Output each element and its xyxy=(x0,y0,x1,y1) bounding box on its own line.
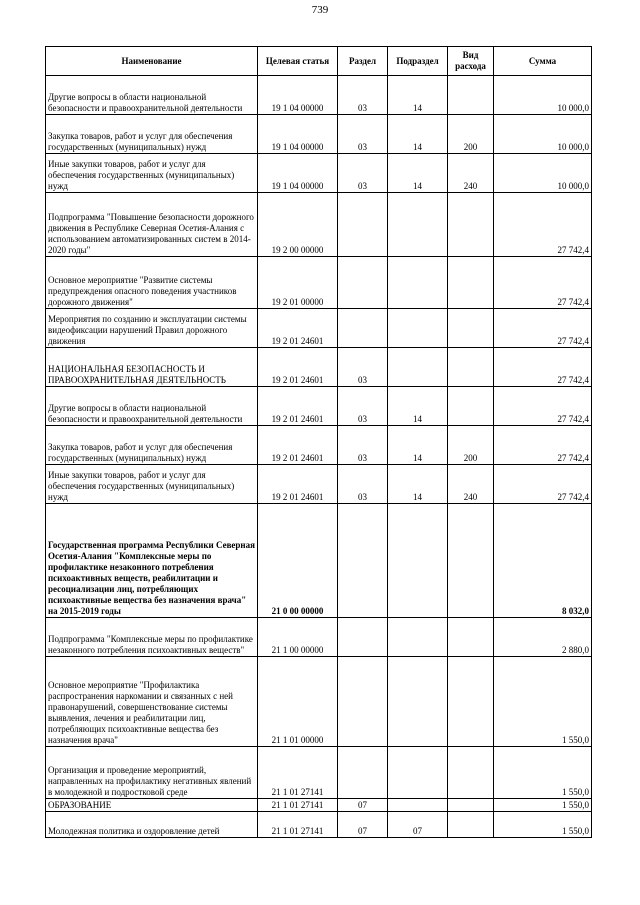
cell-name: ОБРАЗОВАНИЕ xyxy=(46,799,258,812)
cell-subsection xyxy=(388,657,448,747)
cell-subsection xyxy=(388,747,448,799)
cell-expense-type: 240 xyxy=(448,154,494,193)
cell-target-article: 19 2 01 00000 xyxy=(258,257,338,309)
cell-sum: 10 000,0 xyxy=(494,154,592,193)
table-row xyxy=(46,309,592,348)
cell-section: 03 xyxy=(338,387,388,426)
header-section: Раздел xyxy=(338,47,388,76)
cell-sum: 27 742,4 xyxy=(494,309,592,348)
table-row xyxy=(46,426,592,465)
cell-sum: 27 742,4 xyxy=(494,193,592,257)
cell-target-article: 21 1 01 00000 xyxy=(258,657,338,747)
cell-subsection: 14 xyxy=(388,115,448,154)
cell-expense-type xyxy=(448,257,494,309)
cell-sum: 1 550,0 xyxy=(494,657,592,747)
cell-subsection xyxy=(388,504,448,618)
cell-target-article: 19 1 04 00000 xyxy=(258,154,338,193)
cell-sum: 8 032,0 xyxy=(494,504,592,618)
header-target-article: Целевая статья xyxy=(258,47,338,76)
table-row xyxy=(46,618,592,657)
cell-target-article: 21 1 01 27141 xyxy=(258,812,338,838)
cell-expense-type xyxy=(448,193,494,257)
cell-sum: 1 550,0 xyxy=(494,812,592,838)
cell-section: 03 xyxy=(338,348,388,387)
cell-subsection: 14 xyxy=(388,465,448,504)
cell-expense-type xyxy=(448,799,494,812)
cell-subsection xyxy=(388,618,448,657)
cell-name: НАЦИОНАЛЬНАЯ БЕЗОПАСНОСТЬ И ПРАВООХРАНИТЕЛЬНАЯ ДЕЯТЕЛЬНОСТЬ xyxy=(46,348,258,387)
table-row xyxy=(46,115,592,154)
table-row xyxy=(46,465,592,504)
cell-target-article: 19 2 00 00000 xyxy=(258,193,338,257)
cell-section: 03 xyxy=(338,76,388,115)
cell-subsection xyxy=(388,193,448,257)
cell-target-article: 19 2 01 24601 xyxy=(258,426,338,465)
cell-expense-type xyxy=(448,76,494,115)
cell-sum: 27 742,4 xyxy=(494,257,592,309)
cell-name: Основное мероприятие "Профилактика распространения наркомании и связанных с ней правонарушений, совершенствование системы выявления, лечения и реабилитации лиц, потребляющих психоактивные вещества без назначения врача" xyxy=(46,657,258,747)
cell-target-article: 19 2 01 24601 xyxy=(258,465,338,504)
table-body xyxy=(46,76,592,838)
cell-target-article: 21 0 00 00000 xyxy=(258,504,338,618)
cell-section xyxy=(338,193,388,257)
cell-name: Организация и проведение мероприятий, направленных на профилактику негативных явлений в молодежной и подростковой среде xyxy=(46,747,258,799)
cell-section: 03 xyxy=(338,426,388,465)
table-row xyxy=(46,76,592,115)
table-row xyxy=(46,812,592,838)
table-header-row xyxy=(46,47,592,76)
cell-section: 03 xyxy=(338,154,388,193)
cell-name: Закупка товаров, работ и услуг для обеспечения государственных (муниципальных) нужд xyxy=(46,426,258,465)
table-row xyxy=(46,657,592,747)
cell-target-article: 19 2 01 24601 xyxy=(258,348,338,387)
cell-sum: 27 742,4 xyxy=(494,387,592,426)
cell-subsection: 07 xyxy=(388,812,448,838)
header-subsection: Подраздел xyxy=(388,47,448,76)
table-row xyxy=(46,799,592,812)
header-name: Наименование xyxy=(46,47,258,76)
cell-target-article: 21 1 01 27141 xyxy=(258,799,338,812)
cell-sum: 27 742,4 xyxy=(494,426,592,465)
cell-section xyxy=(338,309,388,348)
budget-table xyxy=(45,46,592,838)
cell-subsection: 14 xyxy=(388,76,448,115)
cell-name: Иные закупки товаров, работ и услуг для обеспечения государственных (муниципальных) нужд xyxy=(46,154,258,193)
cell-target-article: 19 2 01 24601 xyxy=(258,387,338,426)
cell-sum: 10 000,0 xyxy=(494,76,592,115)
cell-subsection xyxy=(388,257,448,309)
cell-name: Подпрограмма "Повышение безопасности дорожного движения в Республике Северная Осетия-Алания с использованием автоматизированных систем в 2014-2020 годы" xyxy=(46,193,258,257)
table-row xyxy=(46,387,592,426)
cell-expense-type xyxy=(448,348,494,387)
cell-subsection xyxy=(388,309,448,348)
cell-expense-type xyxy=(448,309,494,348)
header-sum: Сумма xyxy=(494,47,592,76)
cell-expense-type: 200 xyxy=(448,426,494,465)
cell-section: 03 xyxy=(338,115,388,154)
cell-sum: 27 742,4 xyxy=(494,465,592,504)
cell-sum: 2 880,0 xyxy=(494,618,592,657)
cell-subsection xyxy=(388,348,448,387)
table-row xyxy=(46,747,592,799)
cell-name: Подпрограмма "Комплексные меры по профилактике незаконного потребления психоактивных веществ" xyxy=(46,618,258,657)
cell-section: 03 xyxy=(338,465,388,504)
cell-section xyxy=(338,257,388,309)
cell-sum: 1 550,0 xyxy=(494,747,592,799)
cell-section: 07 xyxy=(338,799,388,812)
cell-target-article: 19 2 01 24601 xyxy=(258,309,338,348)
table-row xyxy=(46,257,592,309)
cell-name: Другие вопросы в области национальной безопасности и правоохранительной деятельности xyxy=(46,76,258,115)
cell-name: Основное мероприятие "Развитие системы предупреждения опасного поведения участников дорожного движения" xyxy=(46,257,258,309)
cell-section xyxy=(338,657,388,747)
table-row xyxy=(46,504,592,618)
cell-section: 07 xyxy=(338,812,388,838)
table-row xyxy=(46,154,592,193)
cell-expense-type: 200 xyxy=(448,115,494,154)
cell-subsection: 14 xyxy=(388,154,448,193)
header-expense-type: Вид расхода xyxy=(448,47,494,76)
cell-name: Мероприятия по созданию и эксплуатации системы видеофиксации нарушений Правил дорожного движения xyxy=(46,309,258,348)
cell-subsection: 14 xyxy=(388,426,448,465)
cell-expense-type xyxy=(448,657,494,747)
cell-sum: 1 550,0 xyxy=(494,799,592,812)
cell-expense-type xyxy=(448,504,494,618)
cell-name: Молодежная политика и оздоровление детей xyxy=(46,812,258,838)
cell-target-article: 19 1 04 00000 xyxy=(258,115,338,154)
cell-subsection: 14 xyxy=(388,387,448,426)
cell-subsection xyxy=(388,799,448,812)
cell-expense-type xyxy=(448,387,494,426)
cell-expense-type xyxy=(448,812,494,838)
cell-section xyxy=(338,504,388,618)
table-row xyxy=(46,348,592,387)
cell-section xyxy=(338,618,388,657)
cell-expense-type: 240 xyxy=(448,465,494,504)
cell-sum: 27 742,4 xyxy=(494,348,592,387)
cell-expense-type xyxy=(448,618,494,657)
cell-name: Иные закупки товаров, работ и услуг для обеспечения государственных (муниципальных) нужд xyxy=(46,465,258,504)
cell-name: Закупка товаров, работ и услуг для обеспечения государственных (муниципальных) нужд xyxy=(46,115,258,154)
cell-target-article: 19 1 04 00000 xyxy=(258,76,338,115)
cell-expense-type xyxy=(448,747,494,799)
cell-name: Другие вопросы в области национальной безопасности и правоохранительной деятельности xyxy=(46,387,258,426)
page-number: 739 xyxy=(311,4,329,16)
table-row xyxy=(46,193,592,257)
cell-section xyxy=(338,747,388,799)
cell-name: Государственная программа Республики Северная Осетия-Алания "Комплексные меры по профилактике незаконного потребления психоактивных веществ, реабилитации и ресоциализации лиц, потребляющих психоактивные вещества без назначения врача" на 2015-2019 годы xyxy=(46,504,258,618)
cell-sum: 10 000,0 xyxy=(494,115,592,154)
cell-target-article: 21 1 01 27141 xyxy=(258,747,338,799)
cell-target-article: 21 1 00 00000 xyxy=(258,618,338,657)
